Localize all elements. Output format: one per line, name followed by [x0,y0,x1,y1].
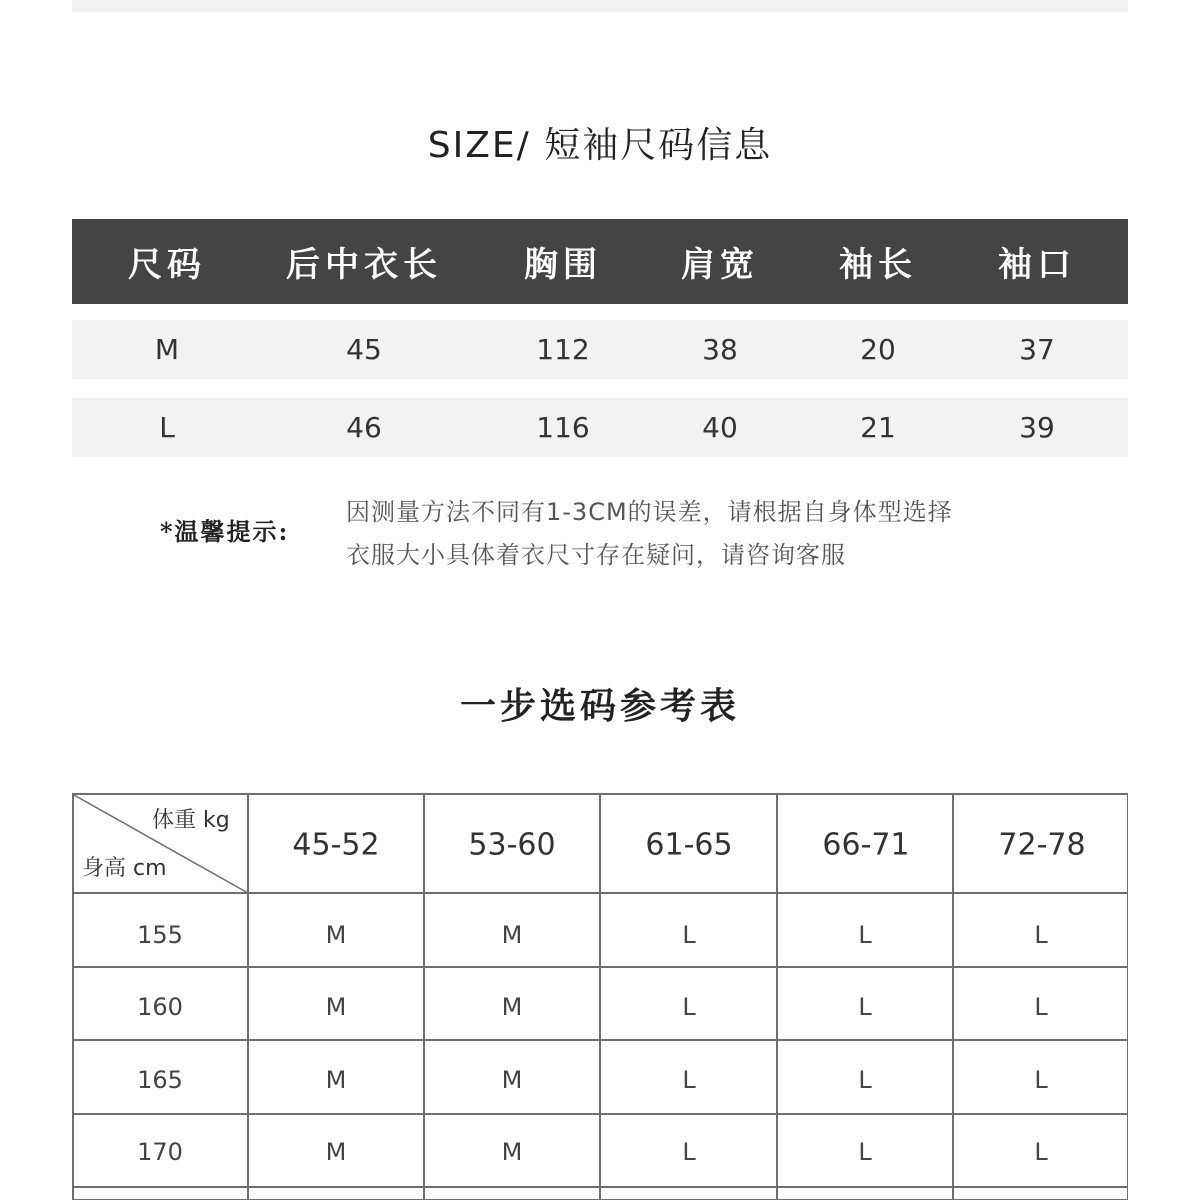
note-line-1: 因测量方法不同有1-3CM的误差，请根据自身体型选择 [346,498,953,526]
size-recommend-cell: M [325,1138,347,1166]
reference-grid-lines [72,793,1128,1200]
size-recommend-cell: M [325,921,347,949]
chest-cell: 116 [536,411,590,444]
cuff-cell: 37 [1019,333,1055,366]
note-label: *温馨提示: [160,517,290,546]
size-row-l [72,398,1128,457]
header-chest: 胸围 [524,245,602,285]
top-divider-strip [72,0,1128,12]
size-recommend-cell: L [682,921,696,949]
header-back-length: 后中衣长 [286,245,442,285]
size-section-title: SIZE/ 短袖尺码信息 [427,125,773,166]
chest-cell: 112 [536,333,590,366]
corner-height-label: 身高 cm [82,856,167,881]
back-length-cell: 46 [346,411,382,444]
sleeve-length-cell: 21 [860,411,896,444]
size-recommend-cell: M [501,1138,523,1166]
header-shoulder: 肩宽 [681,245,759,285]
corner-weight-label: 体重 kg [152,808,230,833]
size-recommend-cell: M [501,1066,523,1094]
size-table [72,219,1128,457]
size-recommend-cell: L [682,1066,696,1094]
size-table-header [72,219,1128,304]
size-recommend-cell: L [1034,1138,1048,1166]
cuff-cell: 39 [1019,411,1055,444]
note-line-2: 衣服大小具体着衣尺寸存在疑问，请咨询客服 [346,541,846,569]
header-cuff: 袖口 [998,245,1076,285]
height-cell: 165 [137,1066,183,1094]
size-recommend-cell: L [1034,993,1048,1021]
size-recommend-cell: M [325,993,347,1021]
shoulder-cell: 40 [702,411,738,444]
size-recommend-cell: L [1034,1066,1048,1094]
header-size: 尺码 [128,245,206,285]
size-cell: L [159,411,175,444]
size-recommend-cell: L [682,1138,696,1166]
height-cell: 170 [137,1138,183,1166]
shoulder-cell: 38 [702,333,738,366]
size-row-m [72,320,1128,379]
weight-range-header: 66-71 [822,827,910,863]
size-recommend-cell: L [858,993,872,1021]
back-length-cell: 45 [346,333,382,366]
size-cell: M [154,333,180,366]
weight-range-header: 61-65 [645,827,733,863]
weight-range-header: 72-78 [998,827,1086,863]
weight-range-header: 53-60 [468,827,556,863]
size-recommend-cell: M [325,1066,347,1094]
size-recommend-cell: L [858,921,872,949]
size-recommend-cell: M [501,921,523,949]
size-recommend-cell: M [501,993,523,1021]
reference-table-title: 一步选码参考表 [459,685,740,727]
height-cell: 155 [137,921,183,949]
height-cell: 160 [137,993,183,1021]
size-recommend-cell: L [1034,921,1048,949]
size-recommend-cell: L [682,993,696,1021]
weight-range-header: 45-52 [292,827,380,863]
size-recommend-cell: L [858,1138,872,1166]
size-recommend-cell: L [858,1066,872,1094]
sleeve-length-cell: 20 [860,333,896,366]
header-sleeve-length: 袖长 [839,245,917,285]
